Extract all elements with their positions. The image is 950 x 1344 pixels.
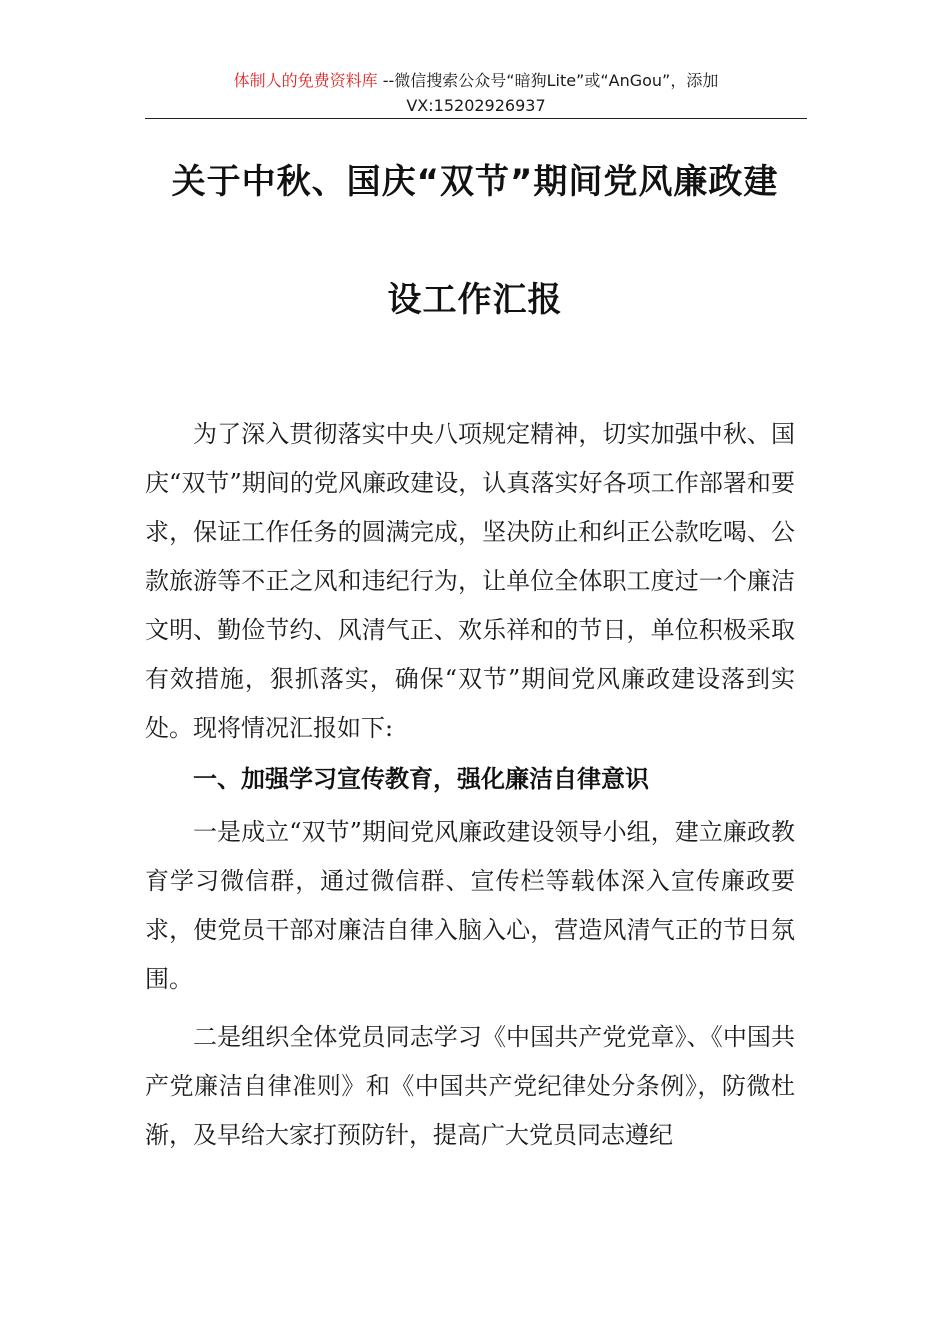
header-wechat-note: --微信搜索公众号“暗狗Lite”或“AnGou”，添加 [377,71,719,90]
paragraph-1: 一是成立“双节”期间党风廉政建设领导小组，建立廉政教育学习微信群，通过微信群、宣传栏等载体深入宣传廉政要求，使党员干部对廉洁自律入脑入心，营造风清气正的节日氛围。 [145,818,795,993]
document-title-line-2: 设工作汇报 [387,280,563,320]
header-divider [145,118,807,119]
paragraph-2: 二是组织全体党员同志学习《中国共产党党章》、《中国共产党廉洁自律准则》和《中国共产党纪律处分条例》，防微杜渐，及早给大家打预防针，提高广大党员同志遵纪 [145,1023,795,1149]
section-heading-1: 一、加强学习宣传教育，强化廉洁自律意识 [193,765,649,793]
page-header [145,68,807,118]
document-body [145,410,795,1160]
header-line-1 [145,68,807,93]
header-contact: VX:15202926937 [406,96,546,115]
intro-paragraph: 为了深入贯彻落实中央八项规定精神，切实加强中秋、国庆“双节”期间的党风廉政建设，认真落实好各项工作部署和要求，保证工作任务的圆满完成，坚决防止和纠正公款吃喝、公款旅游等不正之风和违纪行为，让单位全体职工度过一个廉洁文明、勤俭节约、风清气正、欢乐祥和的节日，单位积极采取有效措施，狠抓落实，确保“双节”期间党风廉政建设落到实处。现将情况汇报如下: [145,420,795,742]
document-title-line-1: 关于中秋、国庆“双节”期间党风廉政建 [171,162,779,202]
header-brand: 体制人的免费资料库 [233,71,378,90]
